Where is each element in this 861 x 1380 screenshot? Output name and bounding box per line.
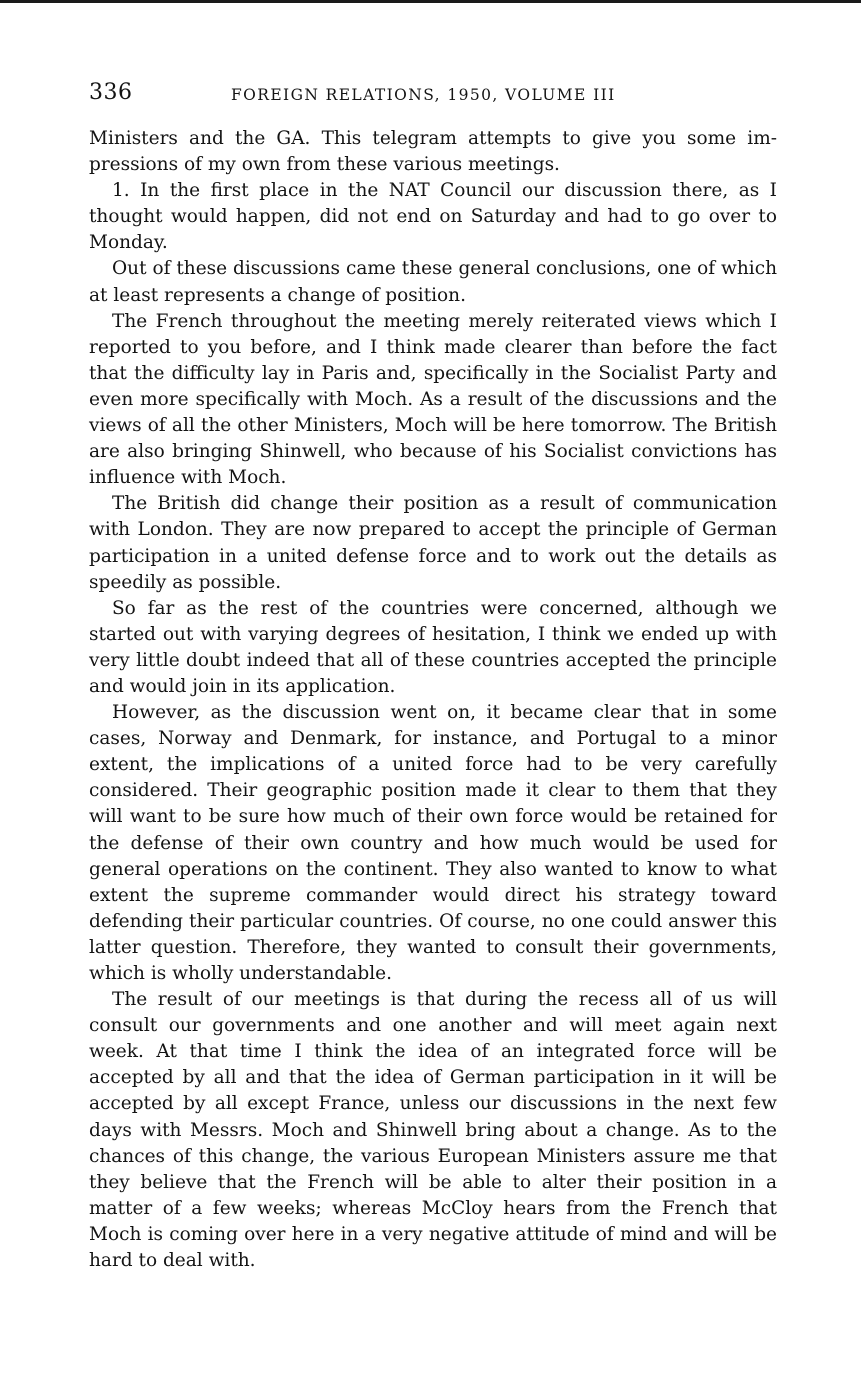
paragraph-other-countries: So far as the rest of the countries were concerned, although we started out with varying degrees of hesitation, I think we ended up with very little doubt indeed that all of these countries accepted the principle and would join in its application. [89, 597, 777, 697]
paragraph-meeting-result: The result of our meetings is that during the recess all of us will consult our governments and one another and will meet again next week. At that time I think the idea of an integrated force will be accepted by all and that the idea of German participation in it will be accepted by all except France, unless our discussions in the next few days with Messrs. Moch and Shinwell bring about a change. As to the chances of this change, the various European Ministers assure me that they believe that the French will be able to alter their position in a matter of a few weeks; whereas McCloy hears from the French that Moch is coming over here in a very negative attitude of mind and will be hard to deal with. [89, 989, 777, 1272]
paragraph-norway-denmark: However, as the discussion went on, it became clear that in some cases, Norway and Denmark, for instance, and Portugal to a minor extent, the implications of a united force had to be very carefully considered. Their geographic position made it clear to them that they will want to be sure how much of their own force would be retained for the defense of their own country and how much would be used for general operations on the continent. They also wanted to know to what extent the supreme commander would direct his strategy toward defending their particular countries. Of course, no one could answer this latter question. Therefore, they wanted to consult their governments, which is wholly understandable. [89, 702, 777, 984]
paragraph-general-conclusions: Out of these discussions came these general conclusions, one of which at least represents a change of position. [89, 258, 777, 306]
paragraph-french-position: The French throughout the meeting merely reiterated views which I reported to you before, and I think made clearer than before the fact that the difficulty lay in Paris and, specifically in the Socialist Party and even more specifically with Moch. As a result of the discussions and the views of all the other Ministers, Moch will be here tomorrow. The British are also bringing Shinwell, who because of his Socialist convictions has influence with Moch. [89, 310, 777, 489]
paragraph-british-position: The British did change their position as a result of communication with London. They are now prepared to accept the principle of German participation in a united defense force and to work out the details as speedily as possible. [89, 493, 777, 593]
running-header-title: FOREIGN RELATIONS, 1950, VOLUME III [231, 86, 616, 104]
running-header [89, 80, 777, 112]
page-number: 336 [89, 80, 133, 105]
body-text [89, 126, 777, 1274]
document-page [89, 80, 777, 1274]
paragraph-continuation: Ministers and the GA. This telegram attempts to give you some impressions of my own from these various meetings. [89, 128, 777, 176]
top-border-rule [0, 0, 861, 3]
paragraph-nat-council: 1. In the first place in the NAT Council our discussion there, as I thought would happen, did not end on Saturday and had to go over to Monday. [89, 180, 777, 254]
